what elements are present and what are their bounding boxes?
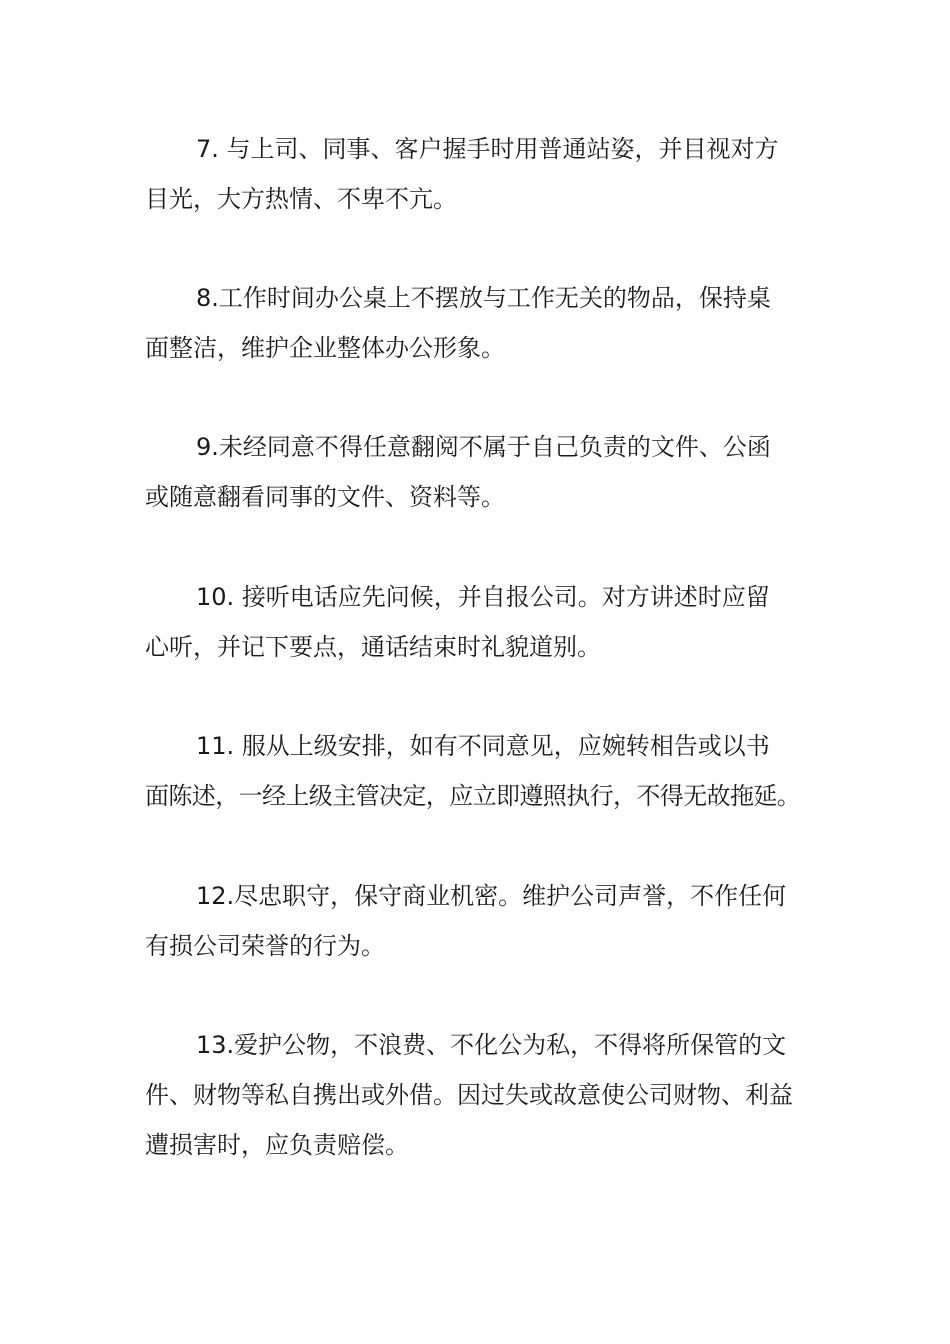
rule-line [145, 124, 825, 174]
rule-line: 件、财物等私自携出或外借。因过失或故意使公司财物、利益 [145, 1081, 793, 1109]
rule-line [145, 422, 825, 472]
rule-number: 13. [196, 1031, 235, 1059]
rule-line [145, 871, 825, 921]
rule-line [145, 1020, 825, 1070]
rule-line: 心听，并记下要点，通话结束时礼貌道别。 [145, 633, 601, 661]
rule-line: 或随意翻看同事的文件、资料等。 [145, 483, 505, 511]
rule-line [145, 273, 825, 323]
rule-text: 尽忠职守，保守商业机密。维护公司声誉，不作任何 [234, 882, 787, 910]
rule-item-13 [145, 1020, 825, 1170]
rule-line: 有损公司荣誉的行为。 [145, 932, 385, 960]
rule-item-10 [145, 572, 825, 672]
rule-line: 面整洁，维护企业整体办公形象。 [145, 334, 505, 362]
rule-text: 接听电话应先问候，并自报公司。对方讲述时应留 [241, 583, 770, 611]
rule-line: 遭损害时，应负责赔偿。 [145, 1131, 409, 1159]
rule-text: 爱护公物，不浪费、不化公为私，不得将所保管的文 [234, 1031, 787, 1059]
rule-line [145, 721, 825, 771]
rule-number: 7. [196, 135, 219, 163]
rule-number: 9. [196, 433, 219, 461]
rule-item-8 [145, 273, 825, 373]
rule-number: 12. [196, 882, 235, 910]
rule-line: 目光，大方热情、不卑不亢。 [145, 185, 457, 213]
rule-item-12 [145, 871, 825, 971]
rule-number: 11. [196, 732, 235, 760]
rule-line [145, 572, 825, 622]
rule-text: 与上司、同事、客户握手时用普通站姿，并目视对方 [226, 135, 779, 163]
rule-item-11 [145, 721, 825, 821]
rule-text: 工作时间办公桌上不摆放与工作无关的物品，保持桌 [218, 284, 771, 312]
rule-text: 服从上级安排，如有不同意见，应婉转相告或以书 [241, 732, 770, 760]
rule-item-9 [145, 422, 825, 522]
rule-text: 未经同意不得任意翻阅不属于自己负责的文件、公函 [218, 433, 771, 461]
rule-item-7 [145, 124, 825, 224]
rule-number: 10. [196, 583, 235, 611]
rule-line: 面陈述，一经上级主管决定，应立即遵照执行，不得无故拖延。 [145, 782, 801, 810]
rule-number: 8. [196, 284, 219, 312]
